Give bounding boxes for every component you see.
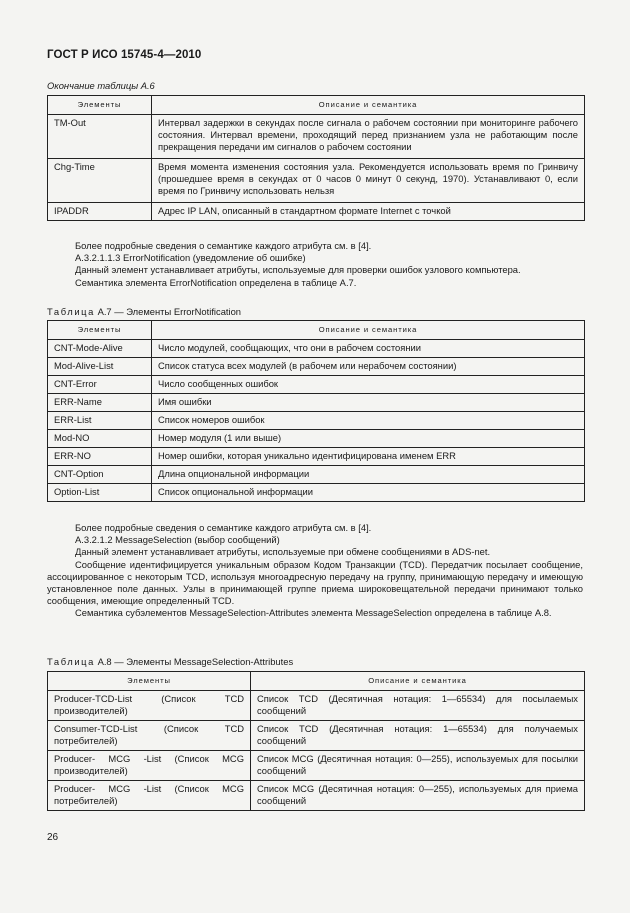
element-description: Список статуса всех модулей (в рабочем или нерабочем состоянии)	[152, 358, 585, 376]
element-name: Mod-NO	[48, 430, 152, 448]
paragraph: Данный элемент устанавливает атрибуты, используемые для проверки ошибок узлового компьютера.	[75, 264, 521, 276]
table-row	[48, 115, 585, 159]
element-description: Время момента изменения состояния узла. Рекомендуется использовать время по Гринвичу (прошедшее время в секундах от 0 часов 0 минут 0 секунд, 1970). Устанавливают 0, если время по Гринвичу использовать нельзя	[152, 159, 585, 203]
table-row	[48, 159, 585, 203]
element-description: Имя ошибки	[152, 394, 585, 412]
column-header: Описание и семантика	[152, 96, 585, 115]
document-header: ГОСТ Р ИСО 15745-4—2010	[47, 49, 202, 61]
table-row	[48, 721, 585, 751]
caption-label: Таблица	[47, 306, 95, 317]
table-a7	[47, 320, 585, 502]
paragraph: Сообщение идентифицируется уникальным образом Кодом Транзакции (TCD). Передатчик посылает сообщение, ассоциированное с некоторым TCD, используя многоадресную передачу на группу, принимающую передачу и имеющую установленное поле данных. Узлы в принимающей группе приема широковещательной передачи принимают только сообщения, имеющие определенный TCD.	[47, 558, 583, 607]
element-name: CNT-Option	[48, 466, 152, 484]
element-name: Producer-TCD-List (Список TCD производителей)	[48, 691, 251, 721]
paragraph: Более подробные сведения о семантике каждого атрибута см. в [4].	[75, 240, 372, 251]
element-description: Список TCD (Десятичная нотация: 1—65534) для посылаемых сообщений	[251, 691, 585, 721]
element-description: Длина опциональной информации	[152, 466, 585, 484]
element-description: Число модулей, сообщающих, что они в рабочем состоянии	[152, 340, 585, 358]
element-description: Число сообщенных ошибок	[152, 376, 585, 394]
paragraph: Семантика элемента ErrorNotification определена в таблице А.7.	[75, 276, 357, 288]
column-header: Элементы	[48, 321, 152, 340]
element-description: Номер модуля (1 или выше)	[152, 430, 585, 448]
table-a8-caption	[47, 656, 293, 667]
table-row	[48, 394, 585, 412]
element-name: ERR-List	[48, 412, 152, 430]
element-name: ERR-Name	[48, 394, 152, 412]
table-row	[48, 430, 585, 448]
table-a6	[47, 95, 585, 221]
table-header-row	[48, 672, 585, 691]
element-name: Consumer-TCD-List (Список TCD потребителей)	[48, 721, 251, 751]
element-name: ERR-NO	[48, 448, 152, 466]
table-row	[48, 691, 585, 721]
paragraph: Более подробные сведения о семантике каждого атрибута см. в [4].	[75, 522, 372, 533]
body-text-block-1	[47, 240, 583, 289]
table-row	[48, 466, 585, 484]
caption-text: А.8 — Элементы MessageSelection-Attributes	[94, 656, 294, 667]
table-row	[48, 751, 585, 781]
table-a6-caption: Окончание таблицы А.6	[47, 80, 155, 91]
element-description: Список номеров ошибок	[152, 412, 585, 430]
table-row	[48, 484, 585, 502]
table-row	[48, 376, 585, 394]
table-row	[48, 412, 585, 430]
caption-label: Таблица	[47, 656, 95, 667]
element-description: Номер ошибки, которая уникально идентифицирована именем ERR	[152, 448, 585, 466]
element-name: Mod-Alive-List	[48, 358, 152, 376]
table-header-row	[48, 96, 585, 115]
element-description: Интервал задержки в секундах после сигнала о рабочем состоянии при мониторинге рабочего состояния. Интервал времени, проходящий перед признанием узла не работающим после прекращения передачи им сигналов о рабочем состоянии	[152, 115, 585, 159]
body-text-block-2	[47, 522, 583, 620]
element-name: TM-Out	[48, 115, 152, 159]
table-row	[48, 448, 585, 466]
element-description: Адрес IP LAN, описанный в стандартном формате Internet с точкой	[152, 203, 585, 221]
table-header-row	[48, 321, 585, 340]
table-row	[48, 358, 585, 376]
element-description: Список MCG (Десятичная нотация: 0—255), используемых для посылки сообщений	[251, 751, 585, 781]
column-header: Описание и семантика	[152, 321, 585, 340]
element-description: Список MCG (Десятичная нотация: 0—255), используемых для приема сообщений	[251, 781, 585, 811]
element-name: Producer- MCG -List (Список MCG производителей)	[48, 751, 251, 781]
element-name: CNT-Error	[48, 376, 152, 394]
column-header: Элементы	[48, 96, 152, 115]
element-name: CNT-Mode-Alive	[48, 340, 152, 358]
element-name: Chg-Time	[48, 159, 152, 203]
table-row	[48, 203, 585, 221]
element-description: Список опциональной информации	[152, 484, 585, 502]
element-name: IPADDR	[48, 203, 152, 221]
section-heading: A.3.2.1.2 MessageSelection (выбор сообщений)	[75, 534, 280, 546]
paragraph: Данный элемент устанавливает атрибуты, используемые при обмене сообщениями в ADS-net.	[75, 546, 491, 558]
element-name: Producer- MCG -List (Список MCG потребителей)	[48, 781, 251, 811]
table-row	[48, 781, 585, 811]
table-row	[48, 340, 585, 358]
column-header: Описание и семантика	[251, 672, 585, 691]
column-header: Элементы	[48, 672, 251, 691]
element-name: Option-List	[48, 484, 152, 502]
section-heading: A.3.2.1.1.3 ErrorNotification (уведомление об ошибке)	[75, 252, 306, 264]
page-number: 26	[47, 832, 59, 843]
caption-text: А.7 — Элементы ErrorNotification	[94, 306, 242, 317]
table-a8	[47, 671, 585, 811]
table-a7-caption	[47, 306, 241, 317]
element-description: Список TCD (Десятичная нотация: 1—65534) для получаемых сообщений	[251, 721, 585, 751]
paragraph: Семантика субэлементов MessageSelection-Attributes элемента MessageSelection определена в таблице А.8.	[75, 607, 552, 619]
